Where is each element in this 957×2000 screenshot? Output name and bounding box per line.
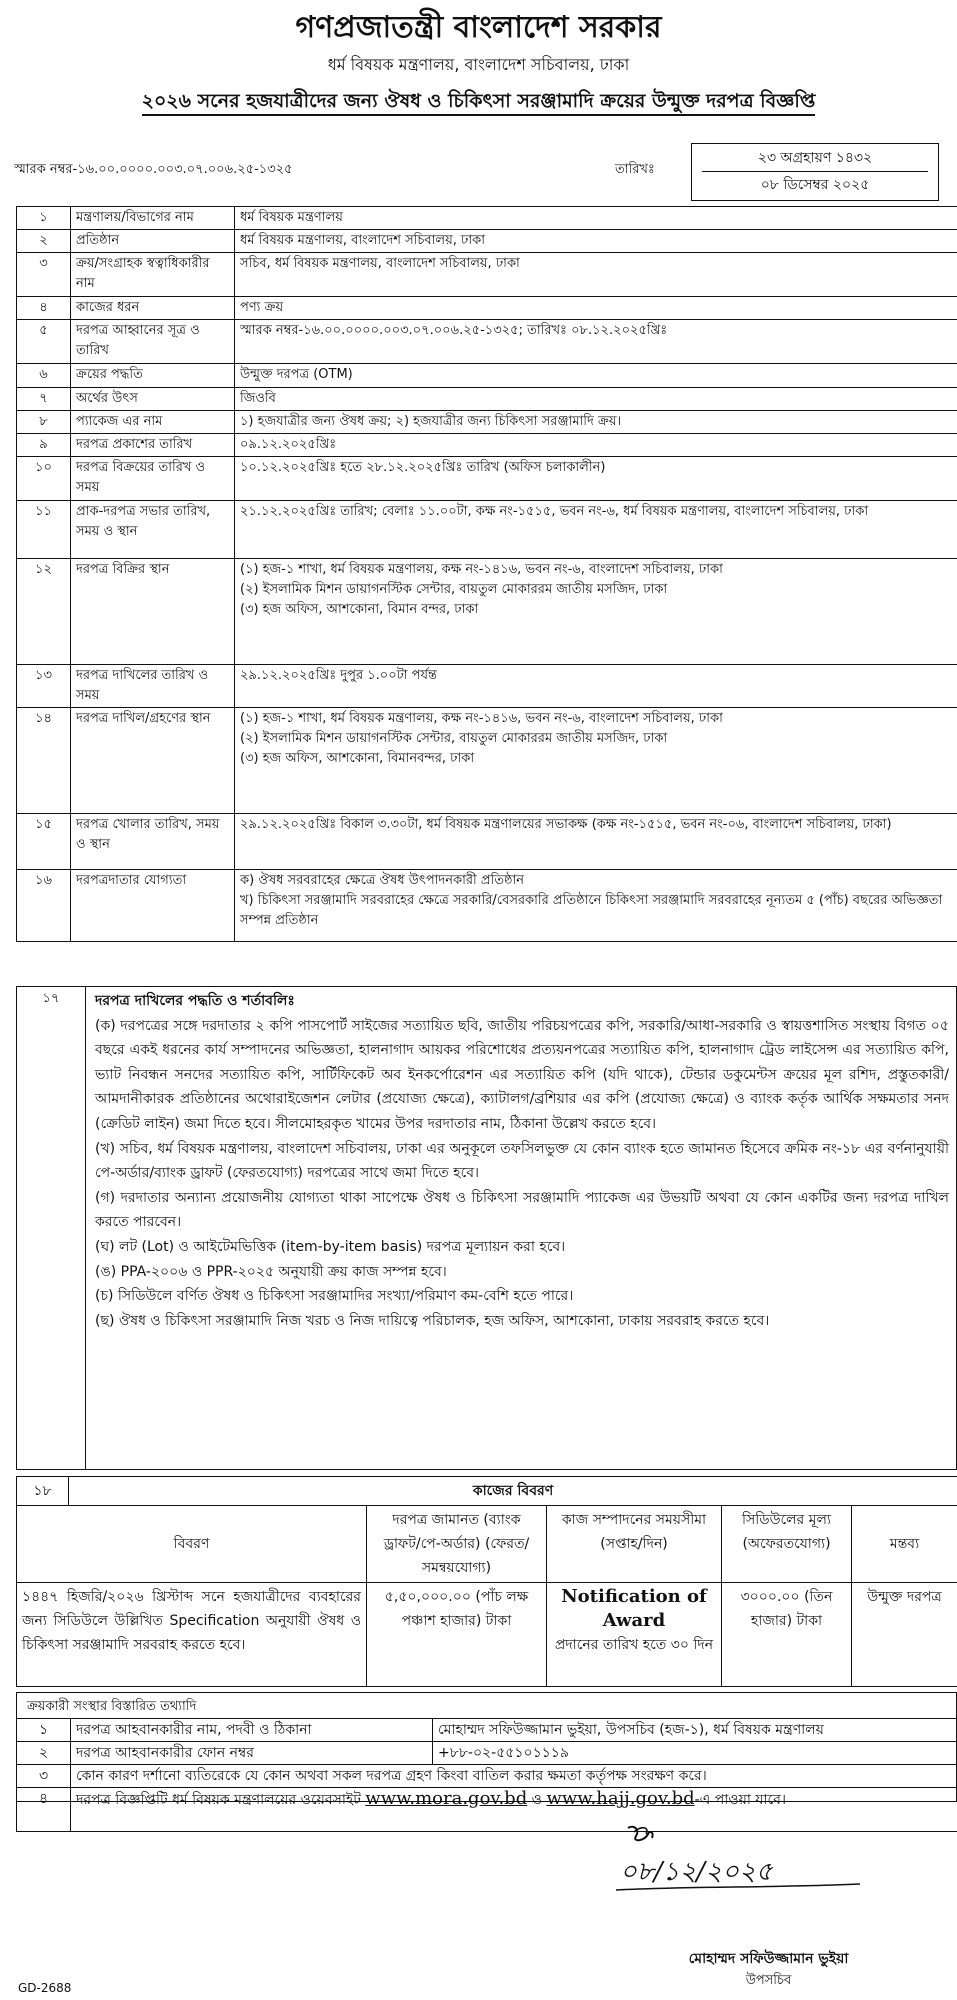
- header-description: বিবরণ: [17, 1506, 367, 1583]
- row-number: ১২: [17, 559, 71, 665]
- term-item: (চ) সিডিউলে বর্ণিত ঔষধ ও চিকিৎসা সরঞ্জামাদির সংখ্যা/পরিমাণ কম-বেশি হতে পারে।: [95, 1288, 574, 1305]
- row-label: কাজের ধরন: [71, 297, 235, 320]
- row-label: দরপত্র আহ্বানের সূত্র ও তারিখ: [71, 320, 235, 364]
- table-row: [17, 388, 957, 411]
- sale-place-2: (২) ইসলামিক মিশন ডায়াগনস্টিক সেন্টার, বায়তুল মোকাররম জাতীয় মসজিদ, ঢাকা: [240, 582, 668, 597]
- sale-place-1: (১) হজ-১ শাখা, ধর্ম বিষয়ক মন্ত্রণালয়, কক্ষ নং-১৪১৬, ভবন নং-৬, বাংলাদেশ সচিবালয়, ঢাকা: [240, 562, 723, 577]
- table-row: [17, 870, 957, 942]
- memo-number: স্মারক নম্বর-১৬.০০.০০০০.০০৩.০৭.০০৬.২৫-১৩২৫: [14, 162, 293, 177]
- row-value: +৮৮-০২-৫৫১০১১১৯: [433, 1742, 957, 1765]
- work-number: ১৮: [17, 1477, 69, 1506]
- row-value: [235, 708, 957, 814]
- entity-title: ক্রয়কারী সংস্থার বিস্তারিত তথ্যাদি: [27, 1699, 197, 1714]
- row-label: দরপত্র দাখিলের তারিখ ও সময়: [71, 665, 235, 708]
- row-label: দরপত্র বিক্রির স্থান: [71, 559, 235, 665]
- row-number: ১: [17, 1719, 71, 1742]
- signatory-name: মোহাম্মদ সফিউজ্জামান ভুইয়া: [688, 1951, 849, 1967]
- row-number: ১: [17, 207, 71, 230]
- row-value: উন্মুক্ত দরপত্র (OTM): [235, 364, 957, 388]
- row-value: ২৯.১২.২০২৫খ্রিঃ দুপুর ১.০০টা পর্যন্ত: [235, 665, 957, 708]
- schedule-price: ৩০০০.০০ (তিন হাজার) টাকা: [722, 1583, 852, 1687]
- row-value: ধর্ম বিষয়ক মন্ত্রণালয়: [235, 207, 957, 230]
- row-value: মোহাম্মদ সফিউজ্জামান ভুইয়া, উপসচিব (হজ-১), ধর্ম বিষয়ক মন্ত্রণালয়: [433, 1719, 957, 1742]
- table-row: [17, 253, 957, 297]
- row-number: ৩: [17, 253, 71, 297]
- table-row: [17, 1742, 957, 1765]
- notice-title: [0, 88, 957, 114]
- row-label: দরপত্রদাতার যোগ্যতা: [71, 870, 235, 942]
- row-label: দরপত্র আহবানকারীর ফোন নম্বর: [71, 1742, 433, 1765]
- remarks: উন্মুক্ত দরপত্র: [852, 1583, 957, 1687]
- row-value: স্মারক নম্বর-১৬.০০.০০০০.০০৩.০৭.০০৬.২৫-১৩২৫; তারিখঃ ০৮.১২.২০২৫খ্রিঃ: [235, 320, 957, 364]
- table-row: [17, 814, 957, 870]
- terms-section: [16, 986, 957, 1470]
- table-row: [17, 457, 957, 501]
- tender-info-table: [16, 206, 957, 942]
- row-number: ৩: [17, 1765, 71, 1788]
- footer-code: GD-2688: [18, 1981, 72, 1995]
- row-label: প্যাকেজ এর নাম: [71, 411, 235, 434]
- row-number: ১১: [17, 501, 71, 559]
- row-label: দরপত্র আহবানকারীর নাম, পদবী ও ঠিকানা: [71, 1719, 433, 1742]
- work-description-table: [16, 1476, 957, 1687]
- government-title: গণপ্রজাতন্ত্রী বাংলাদেশ সরকার: [295, 10, 662, 45]
- signature-date: ০৮/১২/২০২৫: [620, 1857, 773, 1887]
- row-value: ১) হজযাত্রীর জন্য ঔষধ ক্রয়; ২) হজযাত্রীর জন্য চিকিৎসা সরঞ্জামাদি ক্রয়।: [235, 411, 957, 434]
- date-bangla: ২৩ অগ্রহায়ণ ১৪৩২: [757, 150, 873, 166]
- table-row: [17, 501, 957, 559]
- row-number: ১০: [17, 457, 71, 501]
- row-label: ক্রয়/সংগ্রাহক স্বত্বাধিকারীর নাম: [71, 253, 235, 297]
- table-row: [17, 320, 957, 364]
- row-number: ৭: [17, 388, 71, 411]
- table-row: [17, 559, 957, 665]
- row-number: ৪: [17, 1788, 71, 1832]
- term-item: (ছ) ঔষধ ও চিকিৎসা সরঞ্জামাদি নিজ খরচ ও নিজ দায়িত্বে পরিচালক, হজ অফিস, আশকোনা, ঢাকায় সরবরাহ করতে হবে।: [95, 1312, 770, 1329]
- hajj-website-link[interactable]: www.hajj.gov.bd: [546, 1788, 695, 1809]
- terms-heading: দরপত্র দাখিলের পদ্ধতি ও শর্তাবলিঃ: [95, 993, 295, 1009]
- term-item: (খ) সচিব, ধর্ম বিষয়ক মন্ত্রণালয়, বাংলাদেশ সচিবালয়, ঢাকা এর অনুকূলে তফসিলভুক্ত যে কোন ব্যাংক হতে জামানত হিসেবে ক্রমিক নং-১৮ এর বর্ণনানুযায়ী পে-অর্ডার/ব্যাংক ড্রাফট (ফেরতযোগ্য) দরপত্রের সাথে জমা দিতে হবে।: [95, 1140, 949, 1182]
- header-schedule-price: সিডিউলের মূল্য (অফেরতযোগ্য): [722, 1506, 852, 1583]
- row-label: দরপত্র বিক্রয়ের তারিখ ও সময়: [71, 457, 235, 501]
- table-row: [17, 207, 957, 230]
- row-number: ৬: [17, 364, 71, 388]
- notice-title-text: ২০২৬ সনের হজযাত্রীদের জন্য ঔষধ ও চিকিৎসা সরঞ্জামাদি ক্রয়ের উন্মুক্ত দরপত্র বিজ্ঞপ্তি: [142, 90, 816, 116]
- table-row: [17, 1719, 957, 1742]
- terms-number: ১৭: [17, 987, 86, 1469]
- row-label: অর্থের উৎস: [71, 388, 235, 411]
- term-item: (ঘ) লট (Lot) ও আইটেমভিত্তিক (item-by-item basis) দরপত্র মূল্যায়ন করা হবে।: [95, 1238, 566, 1255]
- header-remarks: মন্তব্য: [852, 1506, 957, 1583]
- row-number: ৪: [17, 297, 71, 320]
- table-row: [17, 364, 957, 388]
- row-value: [235, 870, 957, 942]
- header-security: দরপত্র জামানত (ব্যাংক ড্রাফট/পে-অর্ডার) (ফেরত/সমন্বয়যোগ্য): [367, 1506, 547, 1583]
- row-value: ২৯.১২.২০২৫খ্রিঃ বিকাল ৩.৩০টা, ধর্ম বিষয়ক মন্ত্রণালয়ের সভাকক্ষ (কক্ষ নং-১৫১৫, ভবন নং-০৬, বাংলাদেশ সচিবালয়, ঢাকা): [235, 814, 957, 870]
- table-row: [17, 1506, 957, 1583]
- mora-website-link[interactable]: www.mora.gov.bd: [365, 1788, 528, 1809]
- security-amount: ৫,৫০,০০০.০০ (পাঁচ লক্ষ পঞ্চাশ হাজার) টাকা: [367, 1583, 547, 1687]
- term-item: (ক) দরপত্রের সঙ্গে দরদাতার ২ কপি পাসপোর্ট সাইজের সত্যায়িত ছবি, জাতীয় পরিচয়পত্রের কপি, সরকারি/আধা-সরকারি ও স্বায়ত্তশাসিত সংস্থায় বিগত ০৫ বছরে একই ধরনের কার্য সম্পাদনের অভিজ্ঞতা, হালনাগাদ আয়কর পরিশোধের প্রত্যয়নপত্রের সত্যায়িত কপি, হালনাগাদ ট্রেড লাইসেন্স এর সত্যায়িত কপি, ভ্যাট নিবন্ধন সনদের সত্যায়িত কপি, সার্টিফিকেট অব ইনকর্পোরেশন এর সত্যায়িত কপি (যদি থাকে), টেন্ডার ডকুমেন্টস ক্রয়ের মূল রশিদ, প্রস্তুতকারী/আমদানীকারক প্রতিষ্ঠানের অথোরাইজেশন লেটার (প্রযোজ্য ক্ষেত্রে), ক্যাটালগ/ব্রশিয়ার এর কপি (প্রযোজ্য ক্ষেত্রে) ও ব্যাংক কর্তৃক আর্থিক সক্ষমতার সনদ (ক্রেডিট লাইন) জমা দিতে হবে। সীলমোহরকৃত খামের উপর দরদাতার নাম, ঠিকানা উল্লেখ করতে হবে।: [95, 1017, 949, 1132]
- procuring-entity-table: [16, 1718, 957, 1832]
- row-label: দরপত্র প্রকাশের তারিখ: [71, 434, 235, 457]
- table-row: [17, 411, 957, 434]
- work-description: ১৪৪৭ হিজরি/২০২৬ খ্রিস্টাব্দ সনে হজযাত্রীদের ব্যবহারের জন্য সিডিউলে উল্লিখিত Specification অনুযায়ী ঔষধ ও চিকিৎসা সরঞ্জামাদি সরবরাহ করতে হবে।: [17, 1583, 367, 1687]
- row-value: সচিব, ধর্ম বিষয়ক মন্ত্রণালয়, বাংলাদেশ সচিবালয়, ঢাকা: [235, 253, 957, 297]
- date-divider: [702, 171, 928, 172]
- website-text-post: -এ পাওয়া যাবে।: [694, 1792, 786, 1808]
- row-value: পণ্য ক্রয়: [235, 297, 957, 320]
- table-row: [17, 230, 957, 253]
- term-item: (গ) দরদাতার অন্যান্য প্রয়োজনীয় যোগ্যতা থাকা সাপেক্ষে ঔষধ ও চিকিৎসা সরঞ্জামাদি প্যাকেজ এর উভয়টি অথবা যে কোন একটির জন্য দরপত্র দাখিল করতে পারবেন।: [95, 1189, 949, 1231]
- signature-image: [610, 1822, 910, 1898]
- completion-time: [547, 1583, 722, 1687]
- row-value: ০৯.১২.২০২৫খ্রিঃ: [235, 434, 957, 457]
- eligibility-b: খ) চিকিৎসা সরঞ্জামাদি সরবরাহের ক্ষেত্রে সরকারি/বেসরকারি প্রতিষ্ঠানে চিকিৎসা সরঞ্জামাদি সরবরাহের নূন্যতম ৫ (পাঁচ) বছরের অভিজ্ঞতা সম্পন্ন প্রতিষ্ঠান: [240, 893, 943, 928]
- row-label: দরপত্র দাখিল/গ্রহণের স্থান: [71, 708, 235, 814]
- row-value: ২১.১২.২০২৫খ্রিঃ তারিখ; বেলাঃ ১১.০০টা, কক্ষ নং-১৫১৫, ভবন নং-৬, ধর্ম বিষয়ক মন্ত্রণালয়, বাংলাদেশ সচিবালয়, ঢাকা: [235, 501, 957, 559]
- table-row: [17, 708, 957, 814]
- row-label: ক্রয়ের পদ্ধতি: [71, 364, 235, 388]
- row-label: প্রাক-দরপত্র সভার তারিখ, সময় ও স্থান: [71, 501, 235, 559]
- row-value: জিওবি: [235, 388, 957, 411]
- row-value: ১০.১২.২০২৫খ্রিঃ হতে ২৮.১২.২০২৫খ্রিঃ তারিখ (অফিস চলাকালীন): [235, 457, 957, 501]
- row-text: কোন কারণ দর্শানো ব্যতিরেকে যে কোন অথবা সকল দরপত্র গ্রহণ কিংবা বাতিল করার ক্ষমতা কর্তৃপক্ষ সংরক্ষণ করে।: [71, 1765, 957, 1788]
- row-number: ৫: [17, 320, 71, 364]
- ministry-line: ধর্ম বিষয়ক মন্ত্রণালয়, বাংলাদেশ সচিবালয়, ঢাকা: [327, 55, 630, 74]
- table-row: [17, 1583, 957, 1687]
- website-text-mid: ও: [531, 1792, 542, 1808]
- header-completion: কাজ সম্পাদনের সময়সীমা (সপ্তাহ/দিন): [547, 1506, 722, 1583]
- table-row: [17, 665, 957, 708]
- notification-of-award: Notification of Award: [561, 1586, 707, 1631]
- row-number: ৯: [17, 434, 71, 457]
- table-row: [17, 297, 957, 320]
- row-number: ১৫: [17, 814, 71, 870]
- sale-place-3: (৩) হজ অফিস, আশকোনা, বিমান বন্দর, ঢাকা: [240, 602, 479, 617]
- website-text-pre: দরপত্র বিজ্ঞপ্তিটি ধর্ম বিষয়ক মন্ত্রণালয়ের ওয়েবসাইট: [76, 1792, 361, 1808]
- completion-rest: প্রদানের তারিখ হতে ৩০ দিন: [554, 1637, 714, 1653]
- signatory-designation: উপসচিব: [745, 1973, 792, 1988]
- row-number: ১৬: [17, 870, 71, 942]
- table-row: [17, 1765, 957, 1788]
- submission-place-2: (২) ইসলামিক মিশন ডায়াগনস্টিক সেন্টার, বায়তুল মোকাররম জাতীয় মসজিদ, ঢাকা: [240, 731, 668, 746]
- row-label: মন্ত্রণালয়/বিভাগের নাম: [71, 207, 235, 230]
- row-number: ১৩: [17, 665, 71, 708]
- row-value: [235, 559, 957, 665]
- date-english: ০৮ ডিসেম্বর ২০২৫: [760, 177, 870, 193]
- row-label: প্রতিষ্ঠান: [71, 230, 235, 253]
- date-box: [691, 143, 939, 201]
- eligibility-a: ক) ঔষধ সরবরাহের ক্ষেত্রে ঔষধ উৎপাদনকারী প্রতিষ্ঠান: [240, 873, 525, 888]
- row-value: ধর্ম বিষয়ক মন্ত্রণালয়, বাংলাদেশ সচিবালয়, ঢাকা: [235, 230, 957, 253]
- row-number: ২: [17, 1742, 71, 1765]
- row-number: ৮: [17, 411, 71, 434]
- row-number: ১৪: [17, 708, 71, 814]
- submission-place-3: (৩) হজ অফিস, আশকোনা, বিমানবন্দর, ঢাকা: [240, 751, 475, 766]
- term-item: (ঙ) PPA-২০০৬ ও PPR-২০২৫ অনুযায়ী ক্রয় কাজ সম্পন্ন হবে।: [95, 1263, 447, 1280]
- submission-place-1: (১) হজ-১ শাখা, ধর্ম বিষয়ক মন্ত্রণালয়, কক্ষ নং-১৪১৬, ভবন নং-৬, বাংলাদেশ সচিবালয়, ঢাকা: [240, 711, 723, 726]
- table-row: [17, 1477, 957, 1506]
- work-title: কাজের বিবরণ: [69, 1477, 957, 1506]
- terms-body: [95, 989, 949, 1333]
- date-label: তারিখঃ: [615, 162, 655, 177]
- table-row: [17, 434, 957, 457]
- row-number: ২: [17, 230, 71, 253]
- row-label: দরপত্র খোলার তারিখ, সময় ও স্থান: [71, 814, 235, 870]
